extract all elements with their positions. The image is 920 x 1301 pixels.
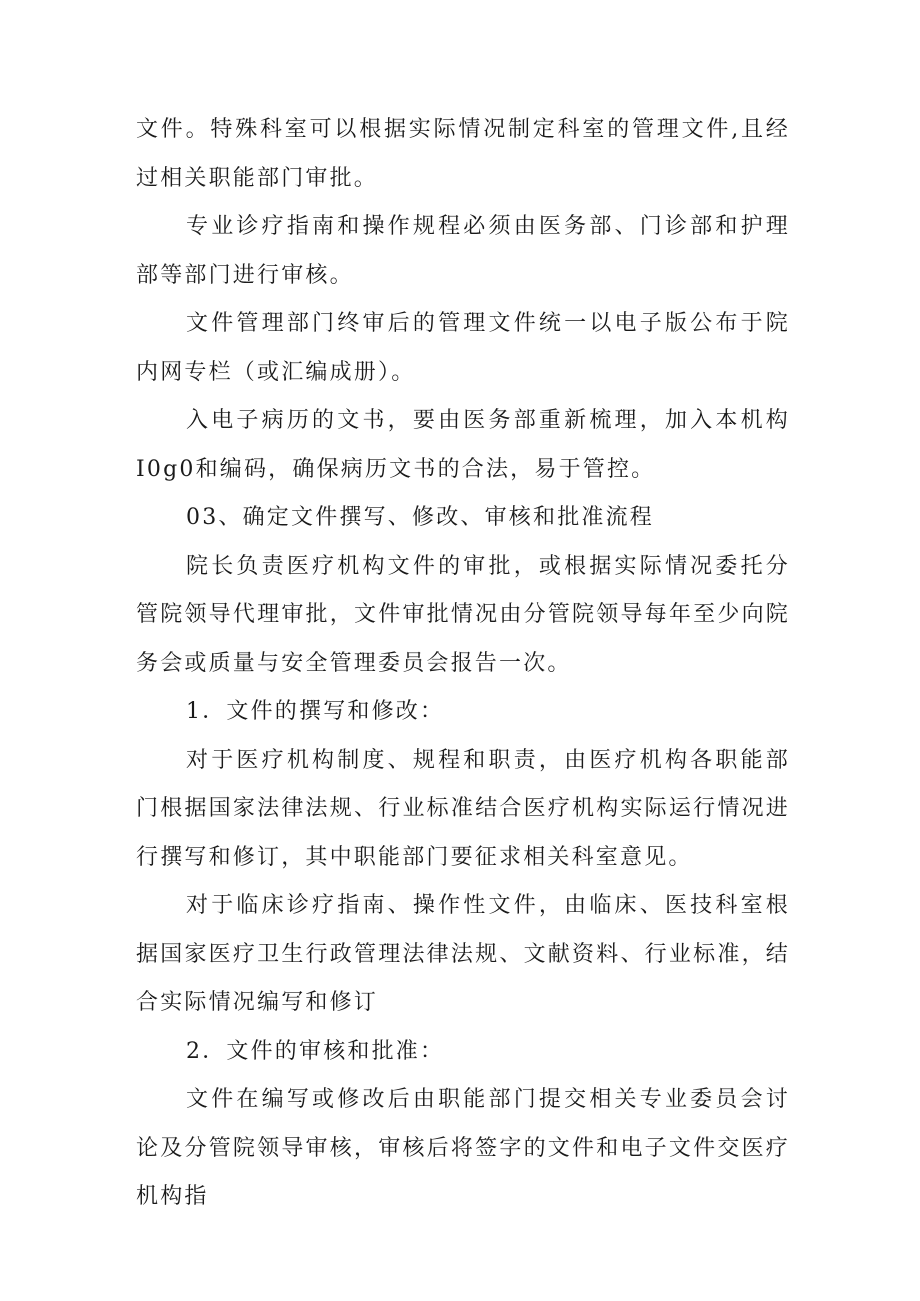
document-body bbox=[136, 106, 790, 1222]
paragraph-review-procedure: 文件在编写或修改后由职能部门提交相关专业委员会讨论及分管院领导审核，审核后将签字的文件和电子文件交医疗机构指 bbox=[136, 1087, 790, 1209]
paragraph-continuation: 文件。特殊科室可以根据实际情况制定科室的管理文件,且经过相关职能部门审批。 bbox=[136, 117, 790, 191]
section-heading-process: 03、确定文件撰写、修改、审核和批准流程 bbox=[186, 505, 654, 530]
paragraph-approval-authority: 院长负责医疗机构文件的审批，或根据实际情况委托分管院领导代理审批，文件审批情况由分管院领导每年至少向院务会或质量与安全管理委员会报告一次。 bbox=[136, 553, 790, 676]
paragraph-clinical-guidelines: 对于临床诊疗指南、操作性文件，由临床、医技科室根据国家医疗卫生行政管理法律法规、文献资料、行业标准，结合实际情况编写和修订 bbox=[136, 893, 790, 1015]
paragraph-publication: 文件管理部门终审后的管理文件统一以电子版公布于院内网专栏（或汇编成册）。 bbox=[136, 311, 790, 385]
subheading-writing-revision: 1．文件的撰写和修改： bbox=[186, 699, 445, 724]
paragraph-institution-rules: 对于医疗机构制度、规程和职责，由医疗机构各职能部门根据国家法律法规、行业标准结合医疗机构实际运行情况进行撰写和修订，其中职能部门要征求相关科室意见。 bbox=[136, 747, 790, 870]
paragraph-emr-documents: 入电子病历的文书，要由医务部重新梳理，加入本机构I0g0和编码，确保病历文书的合法，易于管控。 bbox=[136, 408, 790, 482]
paragraph-review-requirement: 专业诊疗指南和操作规程必须由医务部、门诊部和护理部等部门进行审核。 bbox=[136, 214, 790, 288]
subheading-review-approval: 2．文件的审核和批准： bbox=[186, 1038, 445, 1064]
